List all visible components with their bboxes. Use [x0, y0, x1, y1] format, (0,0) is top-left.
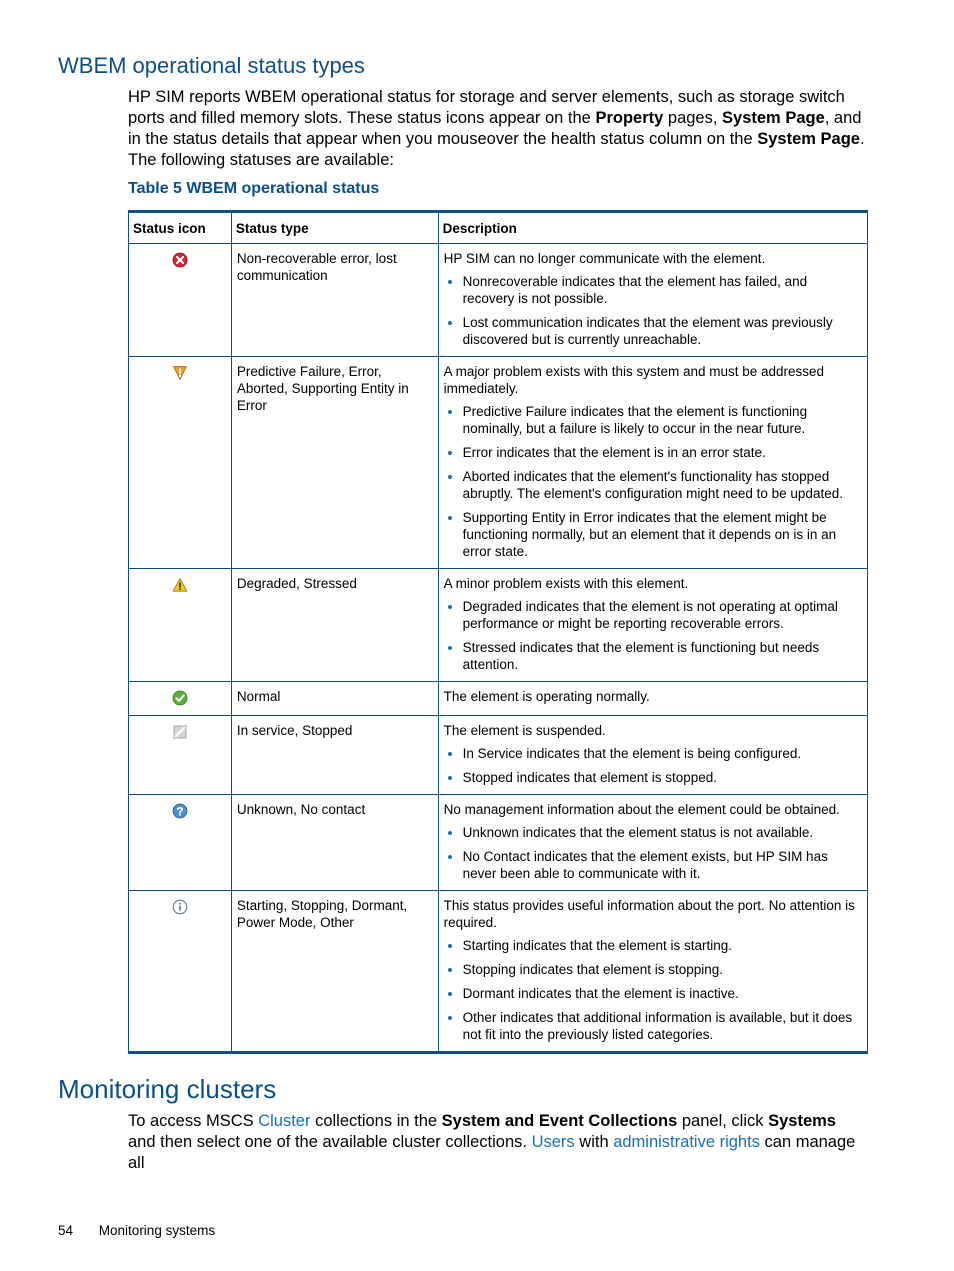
text-segment: and then select one of the available cluster collections. [128, 1133, 532, 1151]
text-segment: , and in the status details that appear when you mouseover the health status column on the [128, 109, 862, 148]
disabled-icon [172, 725, 188, 740]
table-row [129, 795, 868, 891]
table-caption: Table 5 WBEM operational status [128, 180, 380, 197]
status-type-cell: Normal [231, 682, 438, 716]
list-item: • Dormant indicates that the element is inactive. [463, 985, 862, 1002]
glossary-link[interactable]: administrative rights [613, 1133, 760, 1151]
list-item: • Nonrecoverable indicates that the element has failed, and recovery is not possible. [463, 273, 862, 307]
list-item: • Lost communication indicates that the element was previously discovered but is currently unreachable. [463, 314, 862, 348]
list-item: • Degraded indicates that the element is not operating at optimal performance or might be reporting recoverable errors. [463, 598, 862, 632]
description-text: A minor problem exists with this element. [443, 576, 689, 591]
description-text: HP SIM can no longer communicate with the element. [443, 251, 766, 266]
description-bullets [444, 273, 862, 348]
table-row [129, 357, 868, 569]
status-icon-cell [129, 682, 232, 716]
list-item: • In Service indicates that the element is being configured. [463, 745, 862, 762]
table-row [129, 244, 868, 357]
list-item: • Unknown indicates that the element status is not available. [463, 824, 862, 841]
unknown-question-icon [172, 804, 188, 819]
bold-term: System Page [722, 109, 825, 127]
bold-term: Systems [768, 1112, 836, 1130]
status-icon-cell [129, 357, 232, 569]
description-bullets [444, 403, 862, 560]
major-warning-icon [172, 366, 188, 381]
description-cell [438, 716, 867, 795]
informational-icon [172, 900, 188, 915]
description-text: The element is suspended. [443, 723, 606, 738]
description-text: This status provides useful information about the port. No attention is required. [443, 898, 855, 930]
status-icon-cell [129, 716, 232, 795]
page-number: 54 [58, 1223, 74, 1238]
description-bullets [444, 824, 862, 882]
intro-paragraph [128, 87, 868, 171]
description-cell [438, 244, 867, 357]
status-icon-cell [129, 795, 232, 891]
description-cell [438, 569, 867, 682]
list-item: • Starting indicates that the element is starting. [463, 937, 862, 954]
chapter-name: Monitoring systems [98, 1223, 216, 1238]
table-row [129, 569, 868, 682]
status-type-cell: In service, Stopped [231, 716, 438, 795]
text-segment: . The following statuses are available: [128, 130, 865, 169]
description-cell [438, 891, 867, 1053]
bold-term: System Page [757, 130, 860, 148]
description-text: The element is operating normally. [443, 689, 650, 704]
description-bullets [444, 598, 862, 673]
normal-check-icon [172, 691, 188, 706]
text-segment: panel, click [677, 1112, 769, 1130]
list-item: • Other indicates that additional information is available, but it does not fit into the previously listed categories. [463, 1009, 862, 1043]
glossary-link[interactable]: Users [531, 1133, 575, 1151]
description-cell [438, 682, 867, 716]
description-text: No management information about the element could be obtained. [443, 802, 840, 817]
status-type-cell: Degraded, Stressed [231, 569, 438, 682]
header-status-type: Status type [231, 212, 438, 244]
list-item: • Stopping indicates that element is stopping. [463, 961, 862, 978]
status-table [128, 210, 868, 1054]
monitoring-clusters-title: Monitoring clusters [58, 1074, 277, 1104]
list-item: • Error indicates that the element is in an error state. [463, 444, 862, 461]
description-bullets [444, 745, 862, 786]
glossary-link[interactable]: Cluster [258, 1112, 311, 1130]
text-segment: To access MSCS [128, 1112, 259, 1130]
text-segment: can manage all [128, 1133, 856, 1172]
list-item: • Stopped indicates that element is stopped. [463, 769, 862, 786]
minor-warning-icon [172, 578, 188, 593]
text-segment: collections in the [310, 1112, 442, 1130]
table-row [129, 682, 868, 716]
status-icon-cell [129, 244, 232, 357]
text-segment: pages, [663, 109, 723, 127]
page-footer [58, 1223, 215, 1238]
monitoring-paragraph [128, 1111, 868, 1174]
status-icon-cell [129, 569, 232, 682]
status-icon-cell [129, 891, 232, 1053]
description-cell [438, 357, 867, 569]
description-cell [438, 795, 867, 891]
list-item: • Aborted indicates that the element's functionality has stopped abruptly. The element's configuration might need to be updated. [463, 468, 862, 502]
description-text: A major problem exists with this system and must be addressed immediately. [443, 364, 825, 396]
table-header-row [129, 212, 868, 244]
status-type-cell: Non-recoverable error, lost communication [231, 244, 438, 357]
status-type-cell: Unknown, No contact [231, 795, 438, 891]
status-type-cell: Starting, Stopping, Dormant, Power Mode, Other [231, 891, 438, 1053]
bold-term: Property [595, 109, 664, 127]
list-item: • Predictive Failure indicates that the element is functioning nominally, but a failure is likely to occur in the near future. [463, 403, 862, 437]
text-segment: HP SIM reports WBEM operational status for storage and server elements, such as storage switch ports and filled memory slots. These status icons appear on the [128, 88, 845, 127]
list-item: • Stressed indicates that the element is functioning but needs attention. [463, 639, 862, 673]
bold-term: System and Event Collections [441, 1112, 678, 1130]
table-row [129, 891, 868, 1053]
list-item: • Supporting Entity in Error indicates that the element might be functioning normally, but an element that it depends on is in an error state. [463, 509, 862, 560]
status-type-cell: Predictive Failure, Error, Aborted, Supporting Entity in Error [231, 357, 438, 569]
header-status-icon: Status icon [129, 212, 232, 244]
description-bullets [444, 937, 862, 1043]
header-description: Description [438, 212, 867, 244]
list-item: • No Contact indicates that the element exists, but HP SIM has never been able to communicate with it. [463, 848, 862, 882]
table-row [129, 716, 868, 795]
section-title: WBEM operational status types [58, 53, 365, 78]
critical-error-icon [172, 253, 188, 268]
text-segment: with [574, 1133, 614, 1151]
